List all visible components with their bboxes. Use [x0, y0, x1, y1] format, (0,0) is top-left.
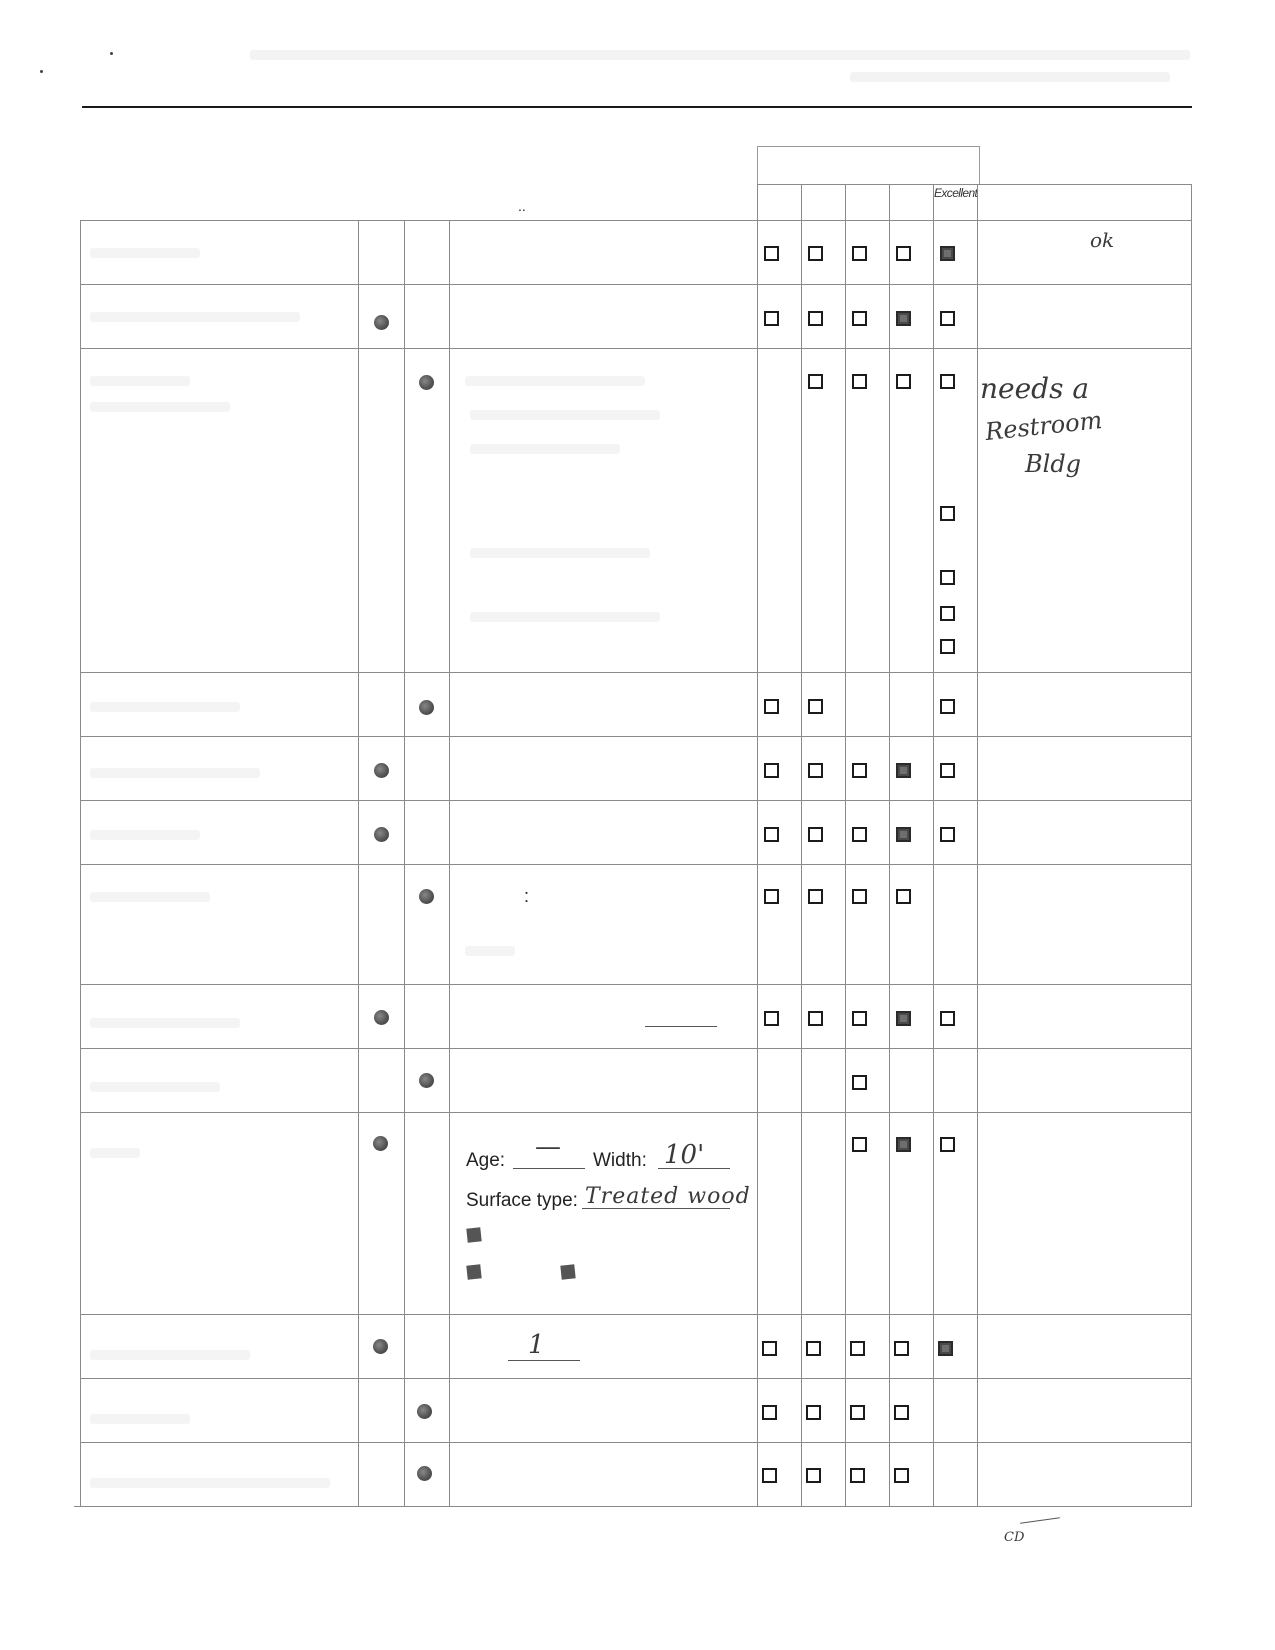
rating-checkbox[interactable]: [852, 827, 867, 842]
scan-speck: [110, 52, 113, 55]
yes-dot[interactable]: [373, 1339, 388, 1354]
rating-checkbox-good[interactable]: [896, 311, 911, 326]
note-row3-line2: Restroom: [983, 405, 1104, 447]
yes-dot[interactable]: [374, 763, 389, 778]
rating-checkbox-good[interactable]: [896, 1011, 911, 1026]
row-label-faint: [90, 1478, 330, 1488]
row-label-faint: [90, 892, 210, 902]
row-label-faint: [90, 768, 260, 778]
option-checkbox[interactable]: [940, 570, 955, 585]
option-checkbox[interactable]: [940, 639, 955, 654]
rating-checkbox[interactable]: [806, 1468, 821, 1483]
description-faint: [465, 946, 515, 956]
row-label-faint: [90, 1414, 190, 1424]
rating-checkbox[interactable]: [762, 1405, 777, 1420]
no-dot[interactable]: [419, 1073, 434, 1088]
rating-checkbox[interactable]: [852, 889, 867, 904]
header-rule: [82, 106, 1192, 108]
rating-checkbox[interactable]: [852, 763, 867, 778]
no-dot[interactable]: [419, 375, 434, 390]
initials: CD: [1004, 1530, 1025, 1545]
option-mark[interactable]: [466, 1264, 481, 1279]
rating-checkbox[interactable]: [896, 246, 911, 261]
rating-group-header: [757, 146, 980, 185]
header-mark: ..: [518, 198, 526, 214]
row-label-faint: [90, 376, 190, 386]
rating-checkbox[interactable]: [764, 699, 779, 714]
yes-dot[interactable]: [374, 1010, 389, 1025]
rating-checkbox[interactable]: [806, 1405, 821, 1420]
age-label: Age:: [466, 1150, 506, 1171]
rating-checkbox[interactable]: [850, 1341, 865, 1356]
rating-checkbox[interactable]: [852, 1011, 867, 1026]
no-dot[interactable]: [417, 1404, 432, 1419]
description-faint: [470, 410, 660, 420]
rating-checkbox[interactable]: [850, 1405, 865, 1420]
rating-checkbox[interactable]: [852, 1137, 867, 1152]
yes-dot[interactable]: [373, 1136, 388, 1151]
rating-checkbox[interactable]: [940, 827, 955, 842]
rating-checkbox[interactable]: [764, 763, 779, 778]
surface-type-label: Surface type:: [466, 1190, 578, 1211]
rating-checkbox[interactable]: [808, 699, 823, 714]
yes-dot[interactable]: [374, 315, 389, 330]
scan-speck: [40, 70, 43, 73]
rating-checkbox[interactable]: [764, 246, 779, 261]
rating-checkbox[interactable]: [896, 889, 911, 904]
row-label-faint: [90, 1082, 220, 1092]
rating-checkbox[interactable]: [940, 1011, 955, 1026]
row-label-faint: [90, 1018, 240, 1028]
rating-checkbox[interactable]: [764, 827, 779, 842]
rating-checkbox[interactable]: [940, 1137, 955, 1152]
rating-checkbox[interactable]: [940, 374, 955, 389]
rating-checkbox[interactable]: [940, 311, 955, 326]
surface-type-value: Treated wood: [585, 1184, 751, 1209]
row-label-faint: [90, 1148, 140, 1158]
rating-checkbox[interactable]: [940, 699, 955, 714]
rating-checkbox[interactable]: [808, 1011, 823, 1026]
description-faint: [470, 612, 660, 622]
rating-checkbox[interactable]: [808, 889, 823, 904]
row-label-faint: [90, 702, 240, 712]
blank-line[interactable]: [645, 1026, 717, 1027]
rating-checkbox[interactable]: [852, 1075, 867, 1090]
row-label-faint: [90, 248, 200, 258]
rating-checkbox[interactable]: [808, 374, 823, 389]
rating-checkbox[interactable]: [808, 827, 823, 842]
note-row3-line3: Bldg: [1025, 450, 1082, 478]
rating-checkbox[interactable]: [764, 1011, 779, 1026]
age-field[interactable]: [513, 1168, 585, 1169]
description-faint: [470, 444, 620, 454]
count-value: 1: [528, 1330, 545, 1360]
yes-dot[interactable]: [374, 827, 389, 842]
rating-checkbox[interactable]: [850, 1468, 865, 1483]
rating-checkbox[interactable]: [808, 311, 823, 326]
age-value: —: [535, 1132, 561, 1162]
rating-checkbox-good[interactable]: [896, 827, 911, 842]
field-colon: :: [524, 886, 530, 906]
rating-checkbox[interactable]: [764, 889, 779, 904]
rating-checkbox-excellent[interactable]: [938, 1341, 953, 1356]
rating-checkbox[interactable]: [852, 311, 867, 326]
option-checkbox[interactable]: [940, 506, 955, 521]
note-row1: ok: [1090, 228, 1115, 252]
description-faint: [470, 548, 650, 558]
rating-checkbox[interactable]: [894, 1405, 909, 1420]
rating-checkbox[interactable]: [762, 1341, 777, 1356]
rating-checkbox[interactable]: [762, 1468, 777, 1483]
rating-checkbox[interactable]: [852, 246, 867, 261]
rating-excellent-label: Excellent: [934, 186, 978, 200]
rating-checkbox[interactable]: [852, 374, 867, 389]
rating-checkbox[interactable]: [808, 763, 823, 778]
rating-checkbox[interactable]: [896, 374, 911, 389]
rating-checkbox[interactable]: [894, 1341, 909, 1356]
width-value: 10': [664, 1140, 705, 1170]
rating-checkbox[interactable]: [806, 1341, 821, 1356]
row-label-faint: [90, 402, 230, 412]
rating-checkbox[interactable]: [764, 311, 779, 326]
rating-checkbox[interactable]: [808, 246, 823, 261]
no-dot[interactable]: [417, 1466, 432, 1481]
row-label-faint: [90, 1350, 250, 1360]
option-checkbox[interactable]: [940, 606, 955, 621]
rating-checkbox[interactable]: [940, 763, 955, 778]
page-header-faint: [250, 46, 1200, 86]
row-label-faint: [90, 830, 200, 840]
rating-checkbox-excellent[interactable]: [940, 246, 955, 261]
no-dot[interactable]: [419, 889, 434, 904]
no-dot[interactable]: [419, 700, 434, 715]
description-faint: [465, 376, 645, 386]
rating-checkbox-good[interactable]: [896, 763, 911, 778]
row-label-faint: [90, 312, 300, 322]
note-row3-line1: needs a: [980, 372, 1090, 405]
width-label: Width:: [593, 1150, 647, 1171]
rating-checkbox[interactable]: [894, 1468, 909, 1483]
option-mark[interactable]: [560, 1264, 575, 1279]
option-mark[interactable]: [466, 1227, 481, 1242]
rating-checkbox-good[interactable]: [896, 1137, 911, 1152]
count-field[interactable]: [508, 1360, 580, 1361]
